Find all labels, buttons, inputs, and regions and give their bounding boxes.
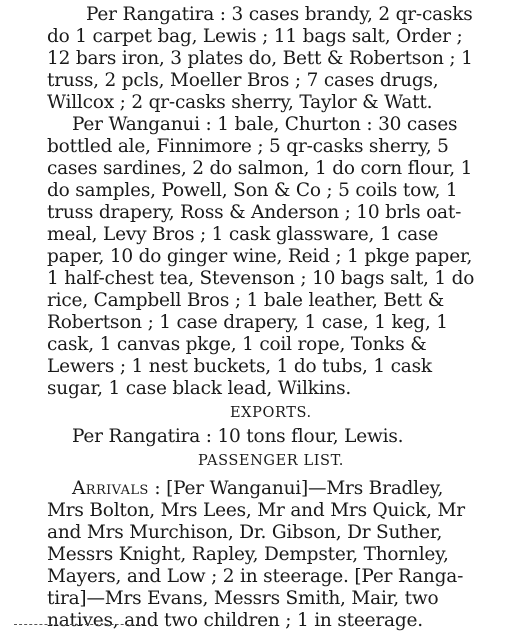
arrivals-line: tira]—Mrs Evans, Messrs Smith, Mair, two — [47, 588, 439, 609]
import-wanganui-line: bottled ale, Finnimore ; 5 qr-casks sherry, 5 — [47, 136, 449, 157]
arrivals-line: and Mrs Murchison, Dr. Gibson, Dr Suther, — [47, 522, 443, 543]
arrivals-label: Arrivals — [72, 478, 149, 499]
import-wanganui-line: sugar, 1 case black lead, Wilkins. — [47, 378, 352, 399]
import-rangatira-line: Per Rangatira : 3 cases brandy, 2 qr-casks — [86, 4, 473, 25]
import-wanganui-line: rice, Campbell Bros ; 1 bale leather, Bett & — [47, 290, 444, 311]
export-rangatira-line: Per Rangatira : 10 tons flour, Lewis. — [72, 426, 404, 447]
exports-heading: EXPORTS. — [230, 405, 312, 421]
arrivals-line: Mayers, and Low ; 2 in steerage. [Per Ranga- — [47, 566, 464, 587]
arrivals-line: Messrs Knight, Rapley, Dempster, Thornley, — [47, 544, 449, 565]
arrivals-line: Mrs Bolton, Mrs Lees, Mr and Mrs Quick, Mr — [47, 500, 465, 521]
import-wanganui-line: cask, 1 canvas pkge, 1 coil rope, Tonks & — [47, 334, 427, 355]
margin-rule — [14, 624, 144, 626]
import-wanganui-line: meal, Levy Bros ; 1 cask glassware, 1 case — [47, 224, 439, 245]
arrivals-first-line-text: : [Per Wanganui]—Mrs Bradley, — [154, 478, 444, 499]
arrivals-line: natives, and two children ; 1 in steerage. — [47, 610, 423, 631]
import-wanganui-line: paper, 10 do ginger wine, Reid ; 1 pkge paper, — [47, 246, 473, 267]
passenger-list-heading: PASSENGER LIST. — [198, 453, 344, 469]
import-rangatira-line: truss, 2 pcls, Moeller Bros ; 7 cases drugs, — [47, 70, 439, 91]
arrivals-first-line — [72, 478, 443, 500]
import-wanganui-line: Robertson ; 1 case drapery, 1 case, 1 keg, 1 — [47, 312, 448, 333]
import-rangatira-line: 12 bars iron, 3 plates do, Bett & Robertson ; 1 — [47, 48, 473, 69]
import-wanganui-line: Per Wanganui : 1 bale, Churton : 30 cases — [72, 114, 458, 135]
import-wanganui-line: 1 half-chest tea, Stevenson ; 10 bags salt, 1 do — [47, 268, 475, 289]
import-wanganui-line: Lewers ; 1 nest buckets, 1 do tubs, 1 cask — [47, 356, 432, 377]
import-wanganui-line: do samples, Powell, Son & Co ; 5 coils tow, 1 — [47, 180, 458, 201]
import-rangatira-line: Willcox ; 2 qr-casks sherry, Taylor & Watt. — [47, 92, 433, 113]
import-rangatira-line: do 1 carpet bag, Lewis ; 11 bags salt, Order ; — [47, 26, 463, 47]
import-wanganui-line: cases sardines, 2 do salmon, 1 do corn flour, 1 — [47, 158, 473, 179]
import-wanganui-line: truss drapery, Ross & Anderson ; 10 brls oat- — [47, 202, 462, 223]
